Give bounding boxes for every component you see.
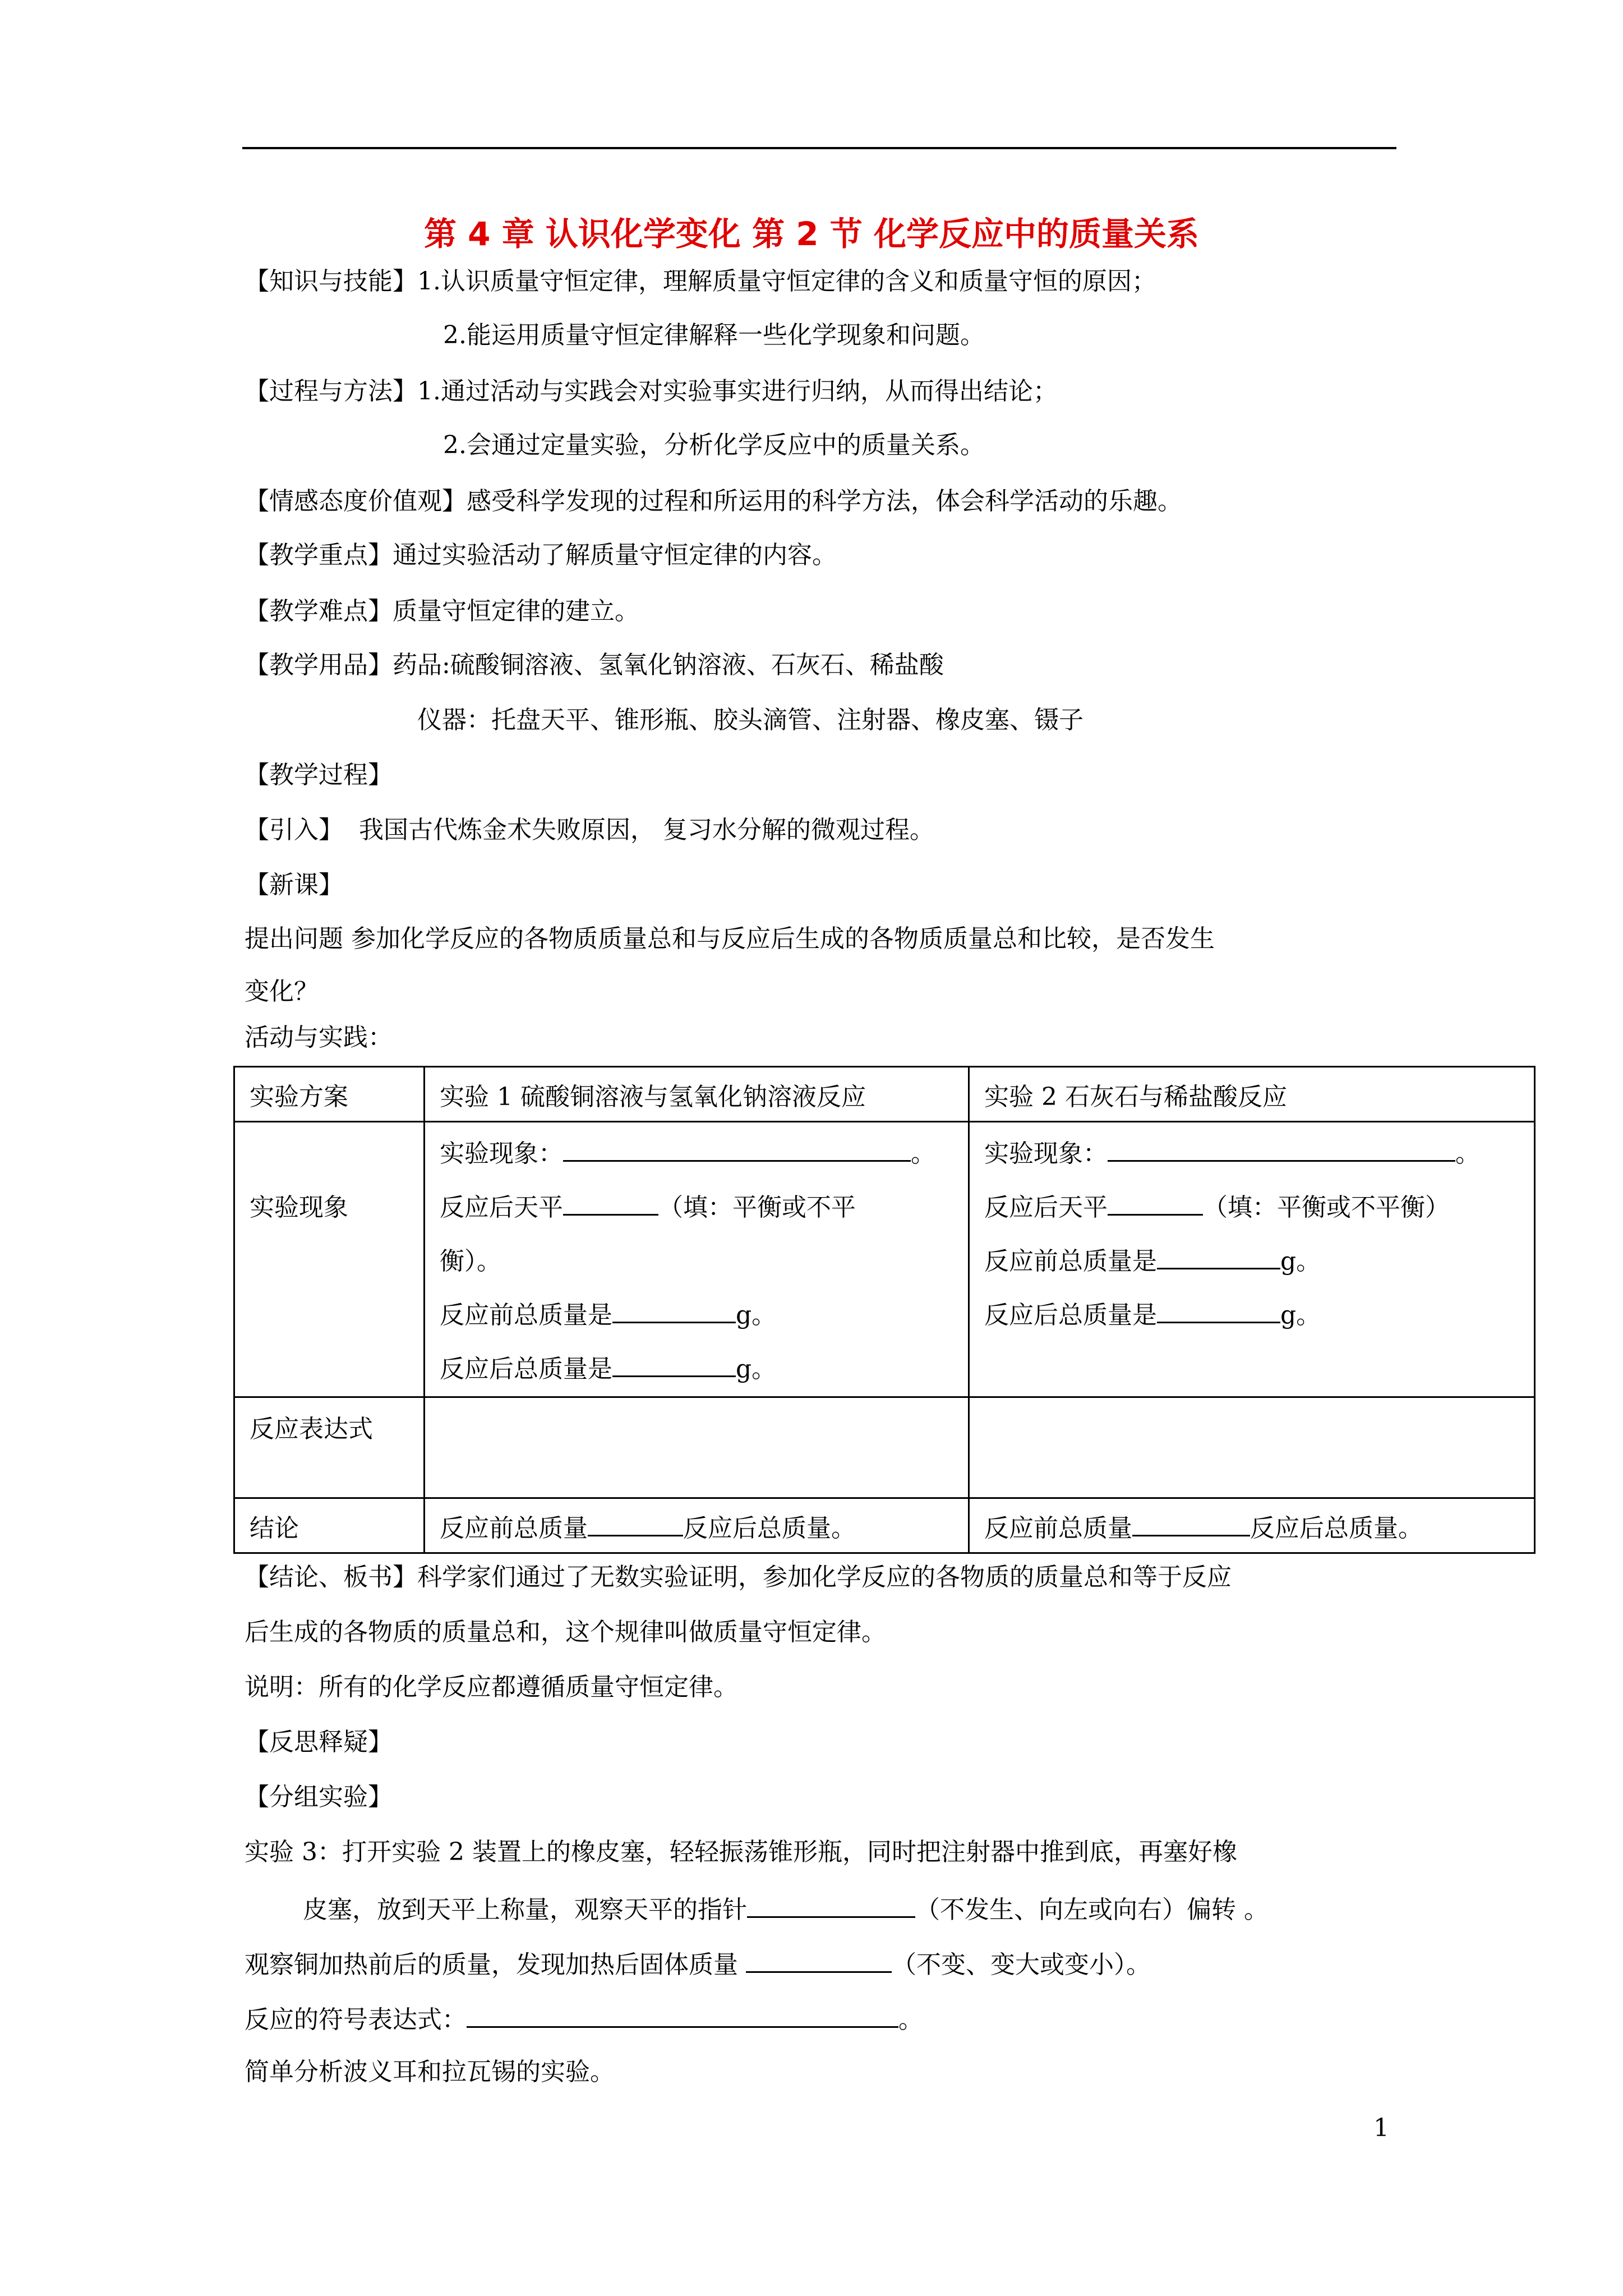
page-title: 第 4 章 认识化学变化 第 2 节 化学反应中的质量关系: [423, 215, 1200, 253]
exp3-line-1: 实验 3：打开实验 2 装置上的橡皮塞，轻轻振荡锥形瓶，同时把注射器中推到底，再塞好橡: [245, 1838, 1237, 1866]
table-header-row: [234, 1067, 1535, 1122]
exp1-mass-after: 反应后总质量是 g。: [440, 1342, 953, 1396]
expression-row: [234, 1397, 1535, 1498]
header-cell-exp2: 实验 2 石灰石与稀盐酸反应: [969, 1067, 1535, 1122]
symbol-expression-blank[interactable]: [467, 2001, 898, 2028]
note-line: 说明：所有的化学反应都遵循质量守恒定律。: [245, 1673, 738, 1701]
exp1-phenomenon-cell: [425, 1122, 969, 1397]
exp1-observation: 实验现象： 。: [440, 1127, 953, 1181]
supplies-drugs: 药品:硫酸铜溶液、氢氧化钠溶液、石灰石、稀盐酸: [393, 651, 944, 679]
supplies-label: 【教学用品】: [245, 651, 393, 679]
exp2-balance-blank[interactable]: [1108, 1189, 1203, 1216]
exp2-conclusion-cell: 反应前总质量 反应后总质量。: [969, 1498, 1535, 1553]
header-rule: [242, 147, 1396, 149]
exp1-observation-blank[interactable]: [563, 1135, 911, 1162]
process-item-2: 2.会通过定量实验，分析化学反应中的质量关系。: [443, 431, 985, 459]
exp1-conclusion-blank[interactable]: [588, 1510, 683, 1536]
exp2-mass-after-blank[interactable]: [1157, 1297, 1280, 1323]
exp1-balance: 反应后天平 （填：平衡或不平: [440, 1181, 953, 1235]
conclusion-line-1: 【结论、板书】科学家们通过了无数实验证明，参加化学反应的各物质的质量总和等于反应: [245, 1563, 1232, 1591]
exp2-mass-after: 反应后总质量是 g。: [984, 1289, 1519, 1342]
intro-line: [245, 815, 934, 846]
intro-label: 【引入】: [245, 816, 343, 844]
copper-line: 观察铜加热前后的质量，发现加热后固体质量 （不变、变大或变小）。: [245, 1947, 1151, 1981]
exp1-mass-before-blank[interactable]: [612, 1297, 736, 1323]
exp2-observation: 实验现象： 。: [984, 1127, 1519, 1181]
experiment-table: [233, 1066, 1536, 1554]
conclusion-line-2: 后生成的各物质的质量总和，这个规律叫做质量守恒定律。: [245, 1618, 886, 1646]
supplies-instruments: 仪器：托盘天平、锥形瓶、胶头滴管、注射器、橡皮塞、镊子: [417, 706, 1083, 734]
process-heading: 【教学过程】: [245, 761, 393, 789]
reflect-heading: 【反思释疑】: [245, 1728, 393, 1756]
expression-row-label: 反应表达式: [250, 1415, 373, 1443]
exp1-conclusion-cell: 反应前总质量 反应后总质量。: [425, 1498, 969, 1553]
exp2-balance: 反应后天平 （填：平衡或不平衡）: [984, 1181, 1519, 1235]
process-item-1: 1.通过活动与实践会对实验事实进行归纳，从而得出结论；: [417, 377, 1058, 406]
exp3-line-2: 皮塞，放到天平上称量，观察天平的指针 （不发生、向左或向右）偏转 。: [303, 1892, 1269, 1926]
knowledge-item-1: 1.认识质量守恒定律，理解质量守恒定律的含义和质量守恒的原因；: [417, 267, 1156, 296]
exp1-balance-cont: 衡）。: [440, 1247, 501, 1276]
phenomenon-row-label: 实验现象: [250, 1193, 348, 1222]
page-number: 1: [1373, 2114, 1389, 2142]
activity-heading: 活动与实践：: [245, 1023, 393, 1052]
exp2-mass-before-blank[interactable]: [1157, 1243, 1280, 1269]
knowledge-label: 【知识与技能】: [245, 267, 417, 296]
knowledge-item-2: 2.能运用质量守恒定律解释一些化学现象和问题。: [443, 321, 985, 349]
header-cell-plan: 实验方案: [234, 1067, 425, 1122]
question-line-1: 提出问题 参加化学反应的各物质质量总和与反应后生成的各物质质量总和比较，是否发生: [245, 924, 1215, 953]
group-experiment-heading: 【分组实验】: [245, 1783, 393, 1811]
phenomenon-row: [234, 1122, 1535, 1397]
exp1-expression-cell[interactable]: [425, 1397, 969, 1498]
exp2-expression-cell[interactable]: [969, 1397, 1535, 1498]
exp2-conclusion-blank[interactable]: [1132, 1510, 1250, 1536]
process-label: 【过程与方法】: [245, 377, 417, 406]
header-cell-exp1: 实验 1 硫酸铜溶液与氢氧化钠溶液反应: [425, 1067, 969, 1122]
conclusion-row-label: 结论: [234, 1498, 425, 1553]
expression-label-cell: [234, 1397, 425, 1498]
pointer-deflection-blank[interactable]: [747, 1892, 915, 1918]
exp1-balance-blank[interactable]: [563, 1189, 658, 1216]
question-line-2: 变化？: [245, 977, 319, 1006]
conclusion-row: [234, 1498, 1535, 1553]
teaching-difficulty: 【教学难点】质量守恒定律的建立。: [245, 597, 639, 625]
intro-text: 我国古代炼金术失败原因， 复习水分解的微观过程。: [359, 816, 934, 844]
supplies-line: [245, 650, 944, 681]
symbol-expression-line: 反应的符号表达式： 。: [245, 2001, 923, 2036]
teaching-key-point: 【教学重点】通过实验活动了解质量守恒定律的内容。: [245, 541, 837, 569]
new-lesson-heading: 【新课】: [245, 871, 343, 899]
simple-analysis-line: 简单分析波义耳和拉瓦锡的实验。: [245, 2058, 615, 2086]
exp2-observation-blank[interactable]: [1108, 1135, 1455, 1162]
process-line-1: [245, 376, 1058, 407]
exp2-phenomenon-cell: [969, 1122, 1535, 1397]
copper-mass-blank[interactable]: [746, 1947, 892, 1973]
knowledge-line-1: [245, 266, 1156, 297]
emotion-goal: 【情感态度价值观】感受科学发现的过程和所运用的科学方法，体会科学活动的乐趣。: [245, 487, 1182, 516]
phenomenon-label-cell: [234, 1122, 425, 1397]
exp2-mass-before: 反应前总质量是 g。: [984, 1235, 1519, 1289]
exp1-mass-before: 反应前总质量是 g。: [440, 1289, 953, 1342]
exp1-mass-after-blank[interactable]: [612, 1351, 736, 1377]
